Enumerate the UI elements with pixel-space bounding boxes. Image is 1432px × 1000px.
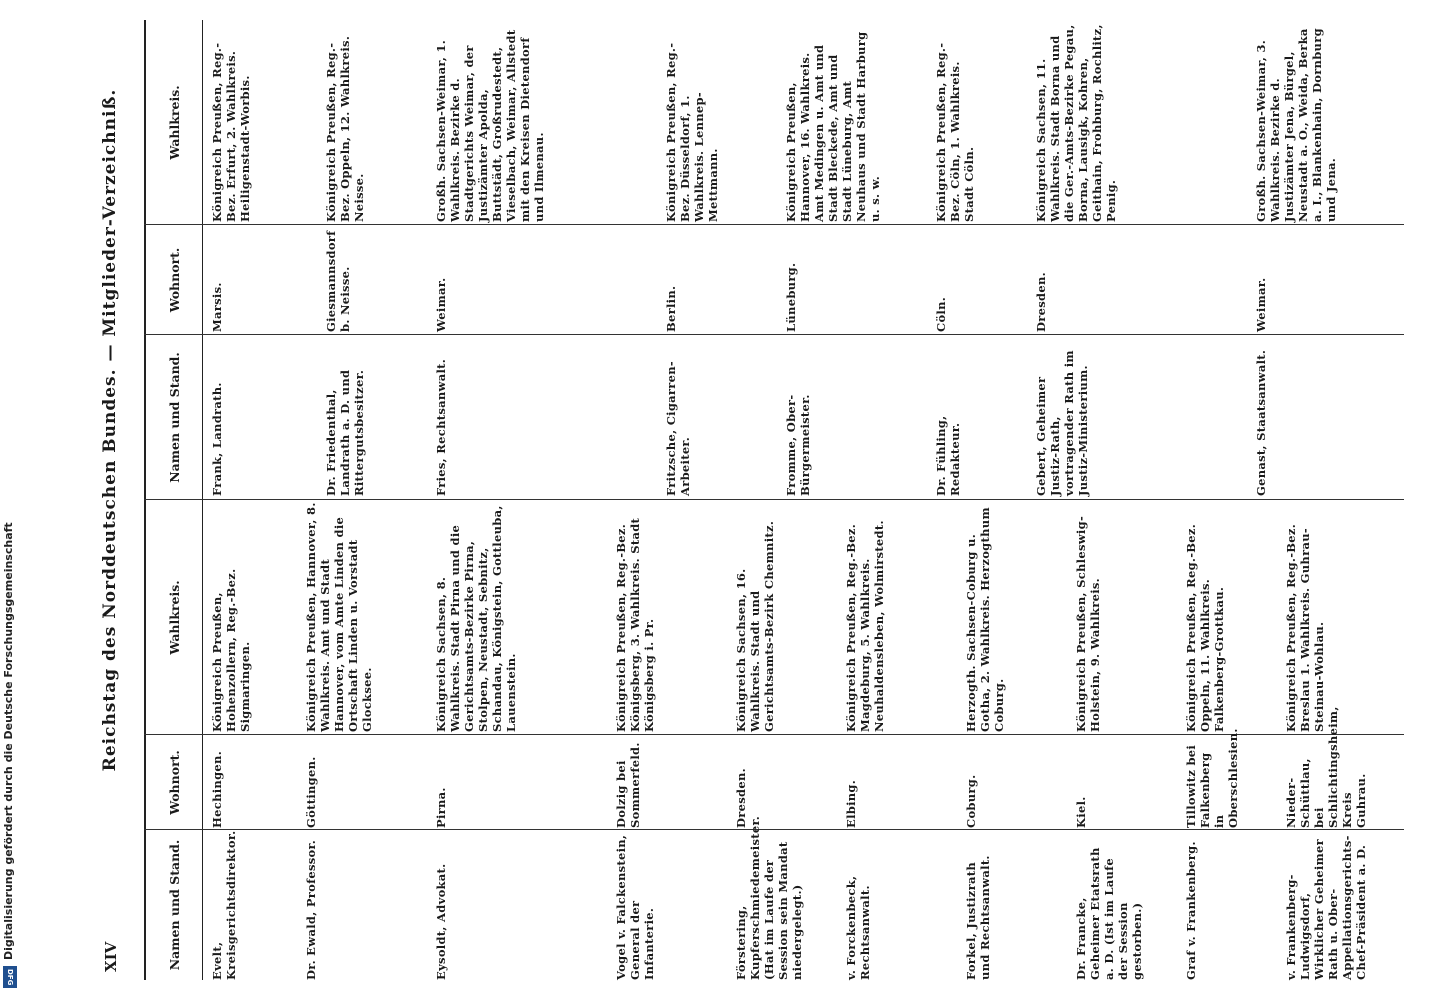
left-wahlkreis-cell: Königreich Preußen, Schleswig-Holstein, 9. Wahlkreis. xyxy=(1074,515,1102,732)
left-name-cell: Forkel, Justizrath und Rechtsanwalt. xyxy=(964,855,992,980)
left-wahlkreis-cell: Königreich Preußen, Hohenzollern, Reg.-Bez. Sigmaringen. xyxy=(210,568,252,732)
column-header-name-left: Namen und Stand. xyxy=(166,839,182,971)
left-name-cell: Evelt, Kreisgerichtsdirektor. xyxy=(210,830,238,980)
right-name-cell: Fritzsche, Cigarren-Arbeiter. xyxy=(664,361,692,496)
left-wohnort-cell: Hechingen. xyxy=(210,751,224,828)
left-wahlkreis-cell: Königreich Preußen, Reg.-Bez. Magdeburg, 5. Wahlkreis. Neuhaldensleben, Wolmirstedt. xyxy=(844,520,886,732)
left-wahlkreis-cell: Königreich Preußen, Reg.-Bez. Königsberg, 3. Wahlkreis. Stadt Königsberg i. Pr. xyxy=(614,517,656,732)
left-wahlkreis-cell: Königreich Preußen, Hannover, 8. Wahlkreis. Amt und Stadt Hannover, vom Amte Linden die Ortschaft Linden u. Vorstadt Glocksee. xyxy=(304,502,374,732)
dfg-strip xyxy=(0,0,22,1000)
right-name-cell: Frank, Landrath. xyxy=(210,382,224,496)
page-header xyxy=(98,20,132,980)
left-wohnort-cell: Dolzig bei Sommerfeld. xyxy=(614,742,642,828)
right-wohnort-cell: Giesmannsdorf b. Neisse. xyxy=(324,230,352,332)
right-wahlkreis-cell: Königreich Preußen, Reg.-Bez. Düsseldorf, 1. Wahlkreis. Lennep-Mettmann. xyxy=(664,42,720,222)
left-name-cell: v. Frankenberg-Ludwigsdorf, Wirklicher Geheimer Rath u. Ober-Appellationsgerichts-Chef-Präsident a. D. xyxy=(1284,835,1368,980)
left-wahlkreis-cell: Königreich Sachsen, 16. Wahlkreis. Stadt und Gerichtsamts-Bezirk Chemnitz. xyxy=(734,520,776,732)
left-wahlkreis-cell: Herzogth. Sachsen-Coburg u. Gotha, 2. Wahlkreis. Herzogthum Coburg. xyxy=(964,507,1006,732)
left-name-cell: Förstering, Kupferschmiedemeister. (Hat im Laufe der Session sein Mandat niedergelegt.) xyxy=(734,815,804,980)
right-wahlkreis-cell: Königreich Preußen, Reg.-Bez. Oppeln, 12. Wahlkreis. Neisse. xyxy=(324,35,366,222)
left-name-cell: Dr. Francke, Geheimer Etatsrath a. D. (Ist im Laufe der Session gestorben.) xyxy=(1074,847,1144,980)
page-number: XIV xyxy=(102,941,120,972)
page-title: Reichstag des Norddeutschen Bundes. — Mitglieder-Verzeichniß. xyxy=(100,88,120,772)
right-wohnort-cell: Weimar. xyxy=(1254,277,1268,332)
right-wohnort-cell: Marsis. xyxy=(210,282,224,332)
column-divider xyxy=(144,334,1404,335)
left-wohnort-cell: Kiel. xyxy=(1074,796,1088,828)
right-wohnort-cell: Weimar. xyxy=(434,277,448,332)
right-wohnort-cell: Dresden. xyxy=(1034,272,1048,332)
column-divider xyxy=(144,829,1404,830)
left-name-cell: Eysoldt, Advokat. xyxy=(434,863,448,980)
column-divider xyxy=(144,734,1404,735)
right-wahlkreis-cell: Königreich Preußen, Reg.-Bez. Erfurt, 2. Wahlkreis. Heiligenstadt-Worbis. xyxy=(210,42,252,222)
column-header-wohnort-left: Wohnort. xyxy=(166,750,182,815)
scanned-page xyxy=(26,0,1426,1000)
left-wahlkreis-cell: Königreich Preußen, Reg.-Bez. Oppeln, 11. Wahlkreis. Falkenberg-Grottkau. xyxy=(1184,523,1226,732)
right-name-cell: Gebert, Geheimer Justiz-Rath, vortragender Rath im Justiz-Ministerium. xyxy=(1034,350,1090,496)
right-name-cell: Genast, Staatsanwalt. xyxy=(1254,349,1268,496)
left-wohnort-cell: Coburg. xyxy=(964,774,978,828)
left-wahlkreis-cell: Königreich Sachsen, 8. Wahlkreis. Stadt Pirna und die Gerichtsamts-Bezirke Pirna, Stolpen, Neustadt, Sebnitz, Schandau, Königstein, Gottleuba, Lauenstein. xyxy=(434,505,518,732)
dfg-logo: DFG xyxy=(3,966,17,988)
column-divider xyxy=(144,224,1404,225)
right-wahlkreis-cell: Großh. Sachsen-Weimar, 3. Wahlkreis. Bezirke d. Justizämter Jena, Bürgel, Neustadt a. O., Weida, Berka a. I., Blankenhain, Dornburg und Jena. xyxy=(1254,28,1338,222)
right-wahlkreis-cell: Königreich Sachsen, 11. Wahlkreis. Stadt Borna und die Ger.-Amts-Bezirke Pegau, Borna, Lausigk, Kohren, Geithain, Frohburg, Rochlitz, Penig. xyxy=(1034,24,1118,222)
right-wahlkreis-cell: Königreich Preußen, Hannover, 16. Wahlkreis. Amt Medingen u. Amt und Stadt Bleckede, Amt und Stadt Lüneburg, Amt Neuhaus und Stadt Harburg u. s. w. xyxy=(784,31,882,222)
left-wohnort-cell: Nieder-Schüttlau, bei Schlichtingsheim, Kreis Guhrau. xyxy=(1284,706,1368,828)
right-wahlkreis-cell: Königreich Preußen, Reg.-Bez. Cöln, 1. Wahlkreis. Stadt Cöln. xyxy=(934,42,976,222)
left-wohnort-cell: Göttingen. xyxy=(304,756,318,828)
left-name-cell: v. Forckenbeck, Rechtsanwalt. xyxy=(844,875,872,980)
column-header-wahlkreis-left: Wahlkreis. xyxy=(166,580,182,655)
table-head-rule xyxy=(202,20,203,980)
dfg-funding-note: Digitalisierung gefördert durch die Deutsche Forschungsgemeinschaft xyxy=(2,522,15,960)
left-name-cell: Graf v. Frankenberg. xyxy=(1184,841,1198,980)
right-wohnort-cell: Cöln. xyxy=(934,296,948,332)
right-name-cell: Dr. Fühling, Redakteur. xyxy=(934,415,962,496)
left-wahlkreis-cell: Königreich Preußen, Reg.-Bez. Breslau 1. Wahlkreis. Guhrau-Steinau-Wohlau. xyxy=(1284,523,1326,732)
left-wohnort-cell: Pirna. xyxy=(434,787,448,828)
left-name-cell: Dr. Ewald, Professor. xyxy=(304,839,318,980)
table-top-rule xyxy=(144,20,146,980)
left-wohnort-cell: Tillowitz bei Falkenberg in Oberschlesien. xyxy=(1184,728,1240,828)
column-header-name-right: Namen und Stand. xyxy=(166,352,182,483)
right-name-cell: Dr. Friedenthal, Landrath a. D. und Rittergutsbesitzer. xyxy=(324,369,366,496)
right-wohnort-cell: Lüneburg. xyxy=(784,262,798,332)
left-name-cell: Vogel v. Falckenstein, General der Infanterie. xyxy=(614,834,656,980)
right-wohnort-cell: Berlin. xyxy=(664,285,678,332)
column-header-wahlkreis-right: Wahlkreis. xyxy=(166,85,182,160)
left-wohnort-cell: Elbing. xyxy=(844,779,858,828)
right-name-cell: Fries, Rechtsanwalt. xyxy=(434,358,448,496)
right-wahlkreis-cell: Großh. Sachsen-Weimar, 1. Wahlkreis. Bezirke d. Stadtgerichts Weimar, der Justizämter Apolda, Buttstädt, Großrudestedt, Vieselbach, Weimar, Allstedt mit den Kreisen Dietendorf und Ilmenau. xyxy=(434,29,546,222)
right-name-cell: Fromme, Ober-Bürgermeister. xyxy=(784,394,812,496)
left-wohnort-cell: Dresden. xyxy=(734,768,748,828)
column-divider xyxy=(144,499,1404,500)
member-table xyxy=(144,20,1404,980)
column-header-wohnort-right: Wohnort. xyxy=(166,247,182,313)
